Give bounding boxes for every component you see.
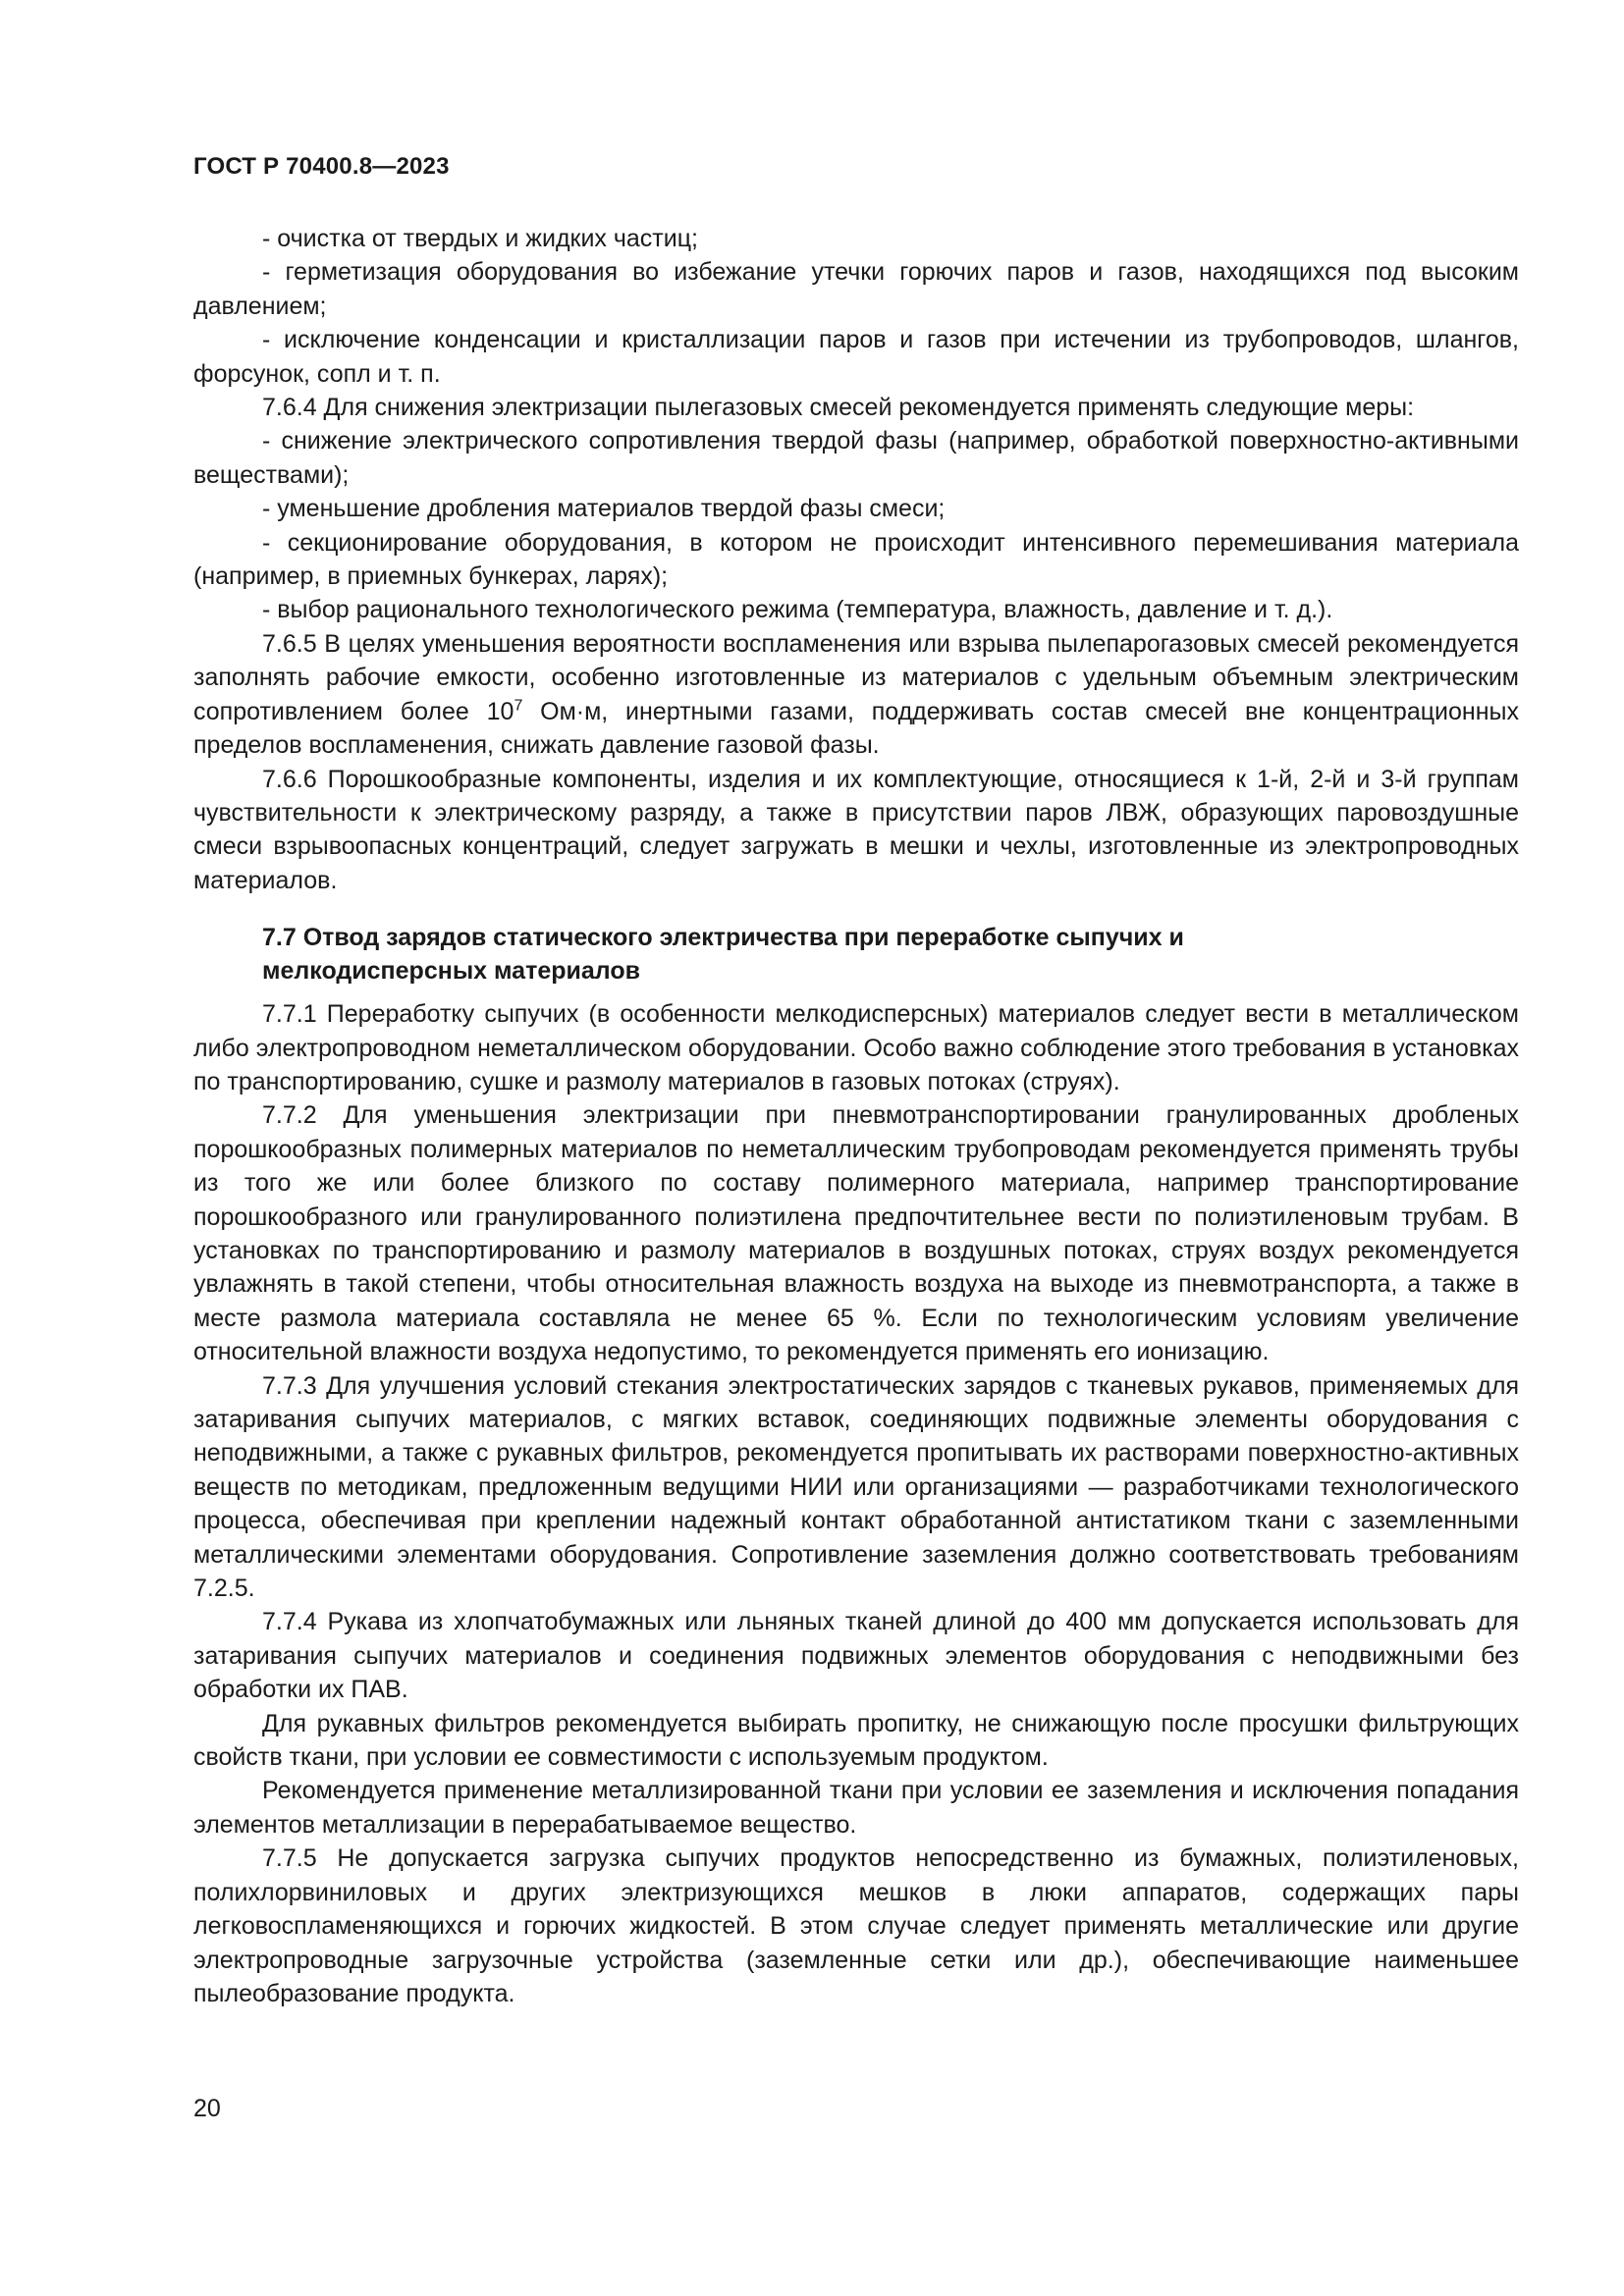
paragraph: - выбор рационального технологического режима (температура, влажность, давление и т. д.). [262,596,1333,624]
clause-text: Ом·м, инертными газами, поддерживать состав смесей вне концентрационных пределов воспламенения, снижать давление газовой фазы. [193,697,1519,760]
paragraph: - уменьшение дробления материалов твердой фазы смеси; [262,495,946,523]
clause-7-7-3: 7.7.3 Для улучшения условий стекания электростатических зарядов с тканевых рукавов, применяемых для затаривания сыпучих материалов, с мягких вставок, соединяющих подвижные элементы оборудования с неподвижными, а также с рукавных фильтров, рекомендуется пропитывать их растворами поверхностно-активных веществ по методикам, предложенным ведущими НИИ или организациями — разработчиками технологического процесса, обеспечивая при креплении надежный контакт обработанной антистатиком ткани с заземленными металлическими элементами оборудования. Сопротивление заземления должно соответствовать требованиям 7.2.5. [193,1371,1519,1603]
section-title: 7.7 Отвод зарядов статического электричества при переработке сыпучих и мелкодисперсных материалов [262,924,1184,986]
paragraph: - исключение конденсации и кристаллизации паров и газов при истечении из трубопроводов, шлангов, форсунок, сопл и т. п. [193,326,1519,388]
clause-7-7-4: 7.7.4 Рукава из хлопчатобумажных или льняных тканей длиной до 400 мм допускается использовать для затаривания сыпучих материалов и соединения подвижных элементов оборудования с неподвижными без обработки их ПАВ. [193,1608,1519,1704]
paragraph: - герметизация оборудования во избежание утечки горючих паров и газов, находящихся под высоким давлением; [193,258,1519,320]
page-body [193,222,1519,2010]
clause-7-6-6: 7.6.6 Порошкообразные компоненты, изделия и их комплектующие, относящиеся к 1-й, 2-й и 3-й группам чувствительности к электрическому разряду, а также в присутствии паров ЛВЖ, образующих паровоздушные смеси взрывоопасных концентраций, следует загружать в мешки и чехлы, изготовленные из электропроводных материалов. [193,765,1519,894]
clause-7-6-5 [193,627,1519,763]
paragraph: Для рукавных фильтров рекомендуется выбирать пропитку, не снижающую после просушки фильтрующих свойств ткани, при условии ее совместимости с используемым продуктом. [193,1709,1519,1772]
clause-7-7-2: 7.7.2 Для уменьшения электризации при пневмотранспортировании гранулированных дробленых порошкообразных полимерных материалов по неметаллическим трубопроводам рекомендуется применять трубы из того же или более близкого по составу полимерного материала, например транспортирование порошкообразного или гранулированного полиэтилена предпочтительнее вести по полиэтиленовым трубам. В установках по транспортированию и размолу материалов в воздушных потоках, струях воздух рекомендуется увлажнять в такой степени, чтобы относительная влажность воздуха на выходе из пневмотранспорта, а также в месте размола материала составляла не менее 65 %. Если по технологическим условиям увеличение относительной влажности воздуха недопустимо, то рекомендуется применять его ионизацию. [193,1101,1519,1366]
page-number: 20 [193,2095,221,2122]
paragraph: Рекомендуется применение металлизированной ткани при условии ее заземления и исключения попадания элементов металлизации в перерабатываемое вещество. [193,1777,1519,1839]
paragraph: - очистка от твердых и жидких частиц; [262,225,698,252]
paragraph: - снижение электрического сопротивления твердой фазы (например, обработкой поверхностно-активными веществами); [193,427,1519,489]
superscript-exponent: 7 [514,697,523,715]
clause-7-7-1: 7.7.1 Переработку сыпучих (в особенности мелкодисперсных) материалов следует вести в металлическом либо электропроводном неметаллическом оборудовании. Особо важно соблюдение этого требования в установках по транспортированию, сушке и размолу материалов в газовых потоках (струях). [193,1000,1519,1095]
document-code-header: ГОСТ Р 70400.8—2023 [193,153,450,180]
paragraph: - секционирование оборудования, в котором не происходит интенсивного перемешивания материала (например, в приемных бункерах, ларях); [193,528,1519,591]
clause-7-7-5: 7.7.5 Не допускается загрузка сыпучих продуктов непосредственно из бумажных, полиэтиленовых, полихлорвиниловых и других электризующихся мешков в люки аппаратов, содержащих пары легковоспламеняющихся и горючих жидкостей. В этом случае следует применять металлические или другие электропроводные загрузочные устройства (заземленные сетки или др.), обеспечивающие наименьшее пылеобразование продукта. [193,1844,1519,2007]
clause-7-6-4: 7.6.4 Для снижения электризации пылегазовых смесей рекомендуется применять следующие меры: [262,394,1415,422]
clause-text: 7.6.5 В целях уменьшения вероятности воспламенения или взрыва пылепарогазовых смесей рекомендуется заполнять рабочие емкости, особенно изготовленные из материалов с удельным объемным электрическим сопротивлением более 10 [193,629,1519,725]
